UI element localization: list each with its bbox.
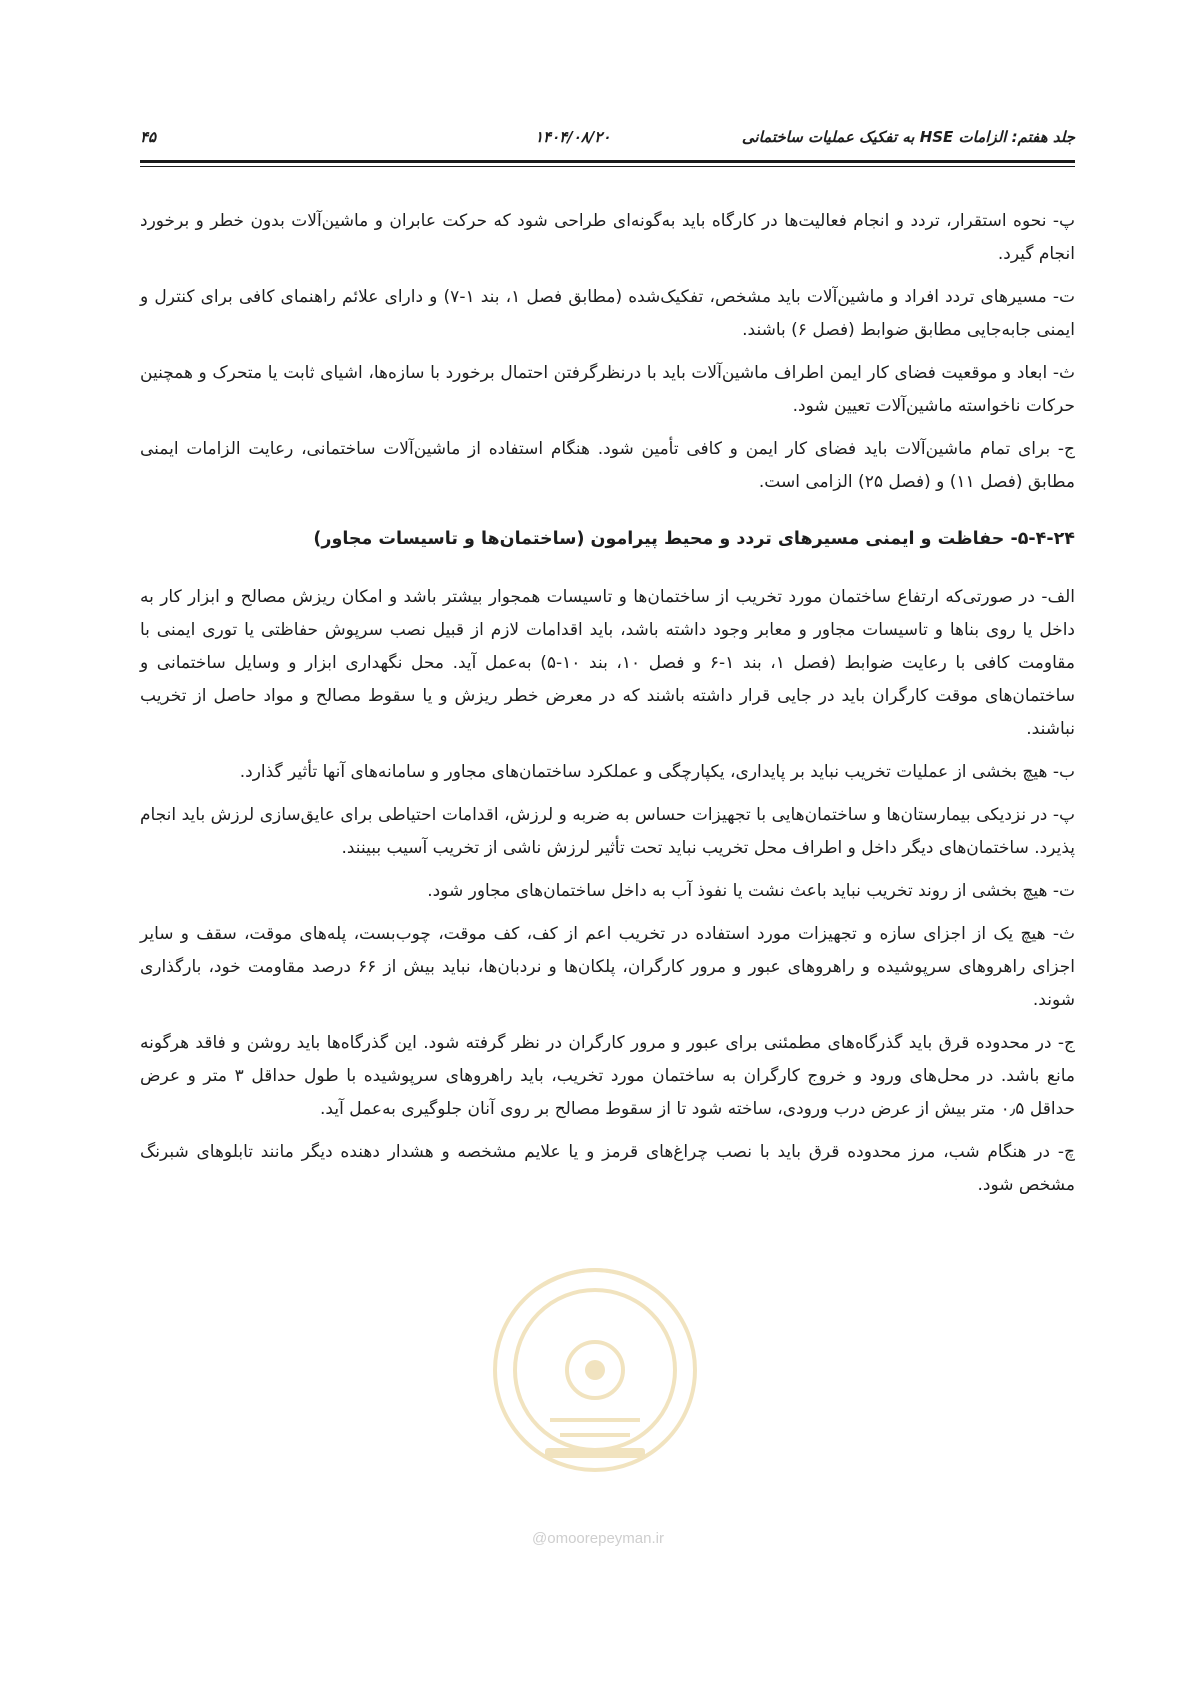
header-rule-thin — [140, 166, 1075, 167]
paragraph-alef: الف- در صورتی‌که ارتفاع ساختمان مورد تخریب از ساختمان‌ها و تاسیسات همجوار بیشتر باشد و امکان ریزش مصالح و ابزار کار به داخل یا روی بناها و تاسیسات مجاور و معابر وجود داشته باشد، باید اقدامات لازم از قبیل نصب سرپوش حفاظتی یا توری ایمنی با مقاومت کافی با رعایت ضوابط (فصل ۱، بند ۱-۶ و فصل ۱۰، بند ۱۰-۵) به‌عمل آید. محل نگهداری ابزار و وسایل ساختمانی و ساختمان‌های موقت کارگران باید در جایی قرار داشته باشند که در معرض خطر ریزش و یا سقوط مصالح و مواد حاصل از تخریب نباشند. — [140, 587, 1075, 739]
page-header — [140, 128, 1075, 154]
paragraph-be: ب- هیچ بخشی از عملیات تخریب نباید بر پایداری، یکپارچگی و عملکرد ساختمان‌های مجاور و سامانه‌های آنها تأثیر گذارد. — [239, 762, 1075, 782]
page-body — [140, 205, 1075, 1212]
paragraph-jim-2: ج- در محدوده قرق باید گذرگاه‌های مطمئنی برای عبور و مرور کارگران در نظر گرفته شود. این گذرگاه‌ها باید روشن و فاقد هرگونه مانع باشد. در محل‌های ورود و خروج کارگران به ساختمان مورد تخریب، باید راهروهای سرپوشیده با طول حداقل ۳ متر و عرض حداقل ۰٫۵ متر بیش از عرض درب ورودی، ساخته شود تا از سقوط مصالح بر روی آنان جلوگیری به‌عمل آید. — [140, 1033, 1075, 1119]
paragraph-pe-2: پ- در نزدیکی بیمارستان‌ها و ساختمان‌هایی با تجهیزات حساس به ضربه و لرزش، اقدامات احتیاطی برای عایق‌سازی لرزش باید انجام پذیرد. ساختمان‌های دیگر داخل و اطراف محل تخریب نباید تحت تأثیر لرزش ناشی از تخریب آسیب ببینند. — [140, 805, 1075, 858]
paragraph-jim: ج- برای تمام ماشین‌آلات باید فضای کار ایمن و کافی تأمین شود. هنگام استفاده از ماشین‌آلات ساختمانی، رعایت الزامات ایمنی مطابق (فصل ۱۱) و (فصل ۲۵) الزامی است. — [140, 439, 1075, 492]
paragraph-te: ت- مسیرهای تردد افراد و ماشین‌آلات باید مشخص، تفکیک‌شده (مطابق فصل ۱، بند ۱-۷) و دارای علائم راهنمای کافی برای کنترل و ایمنی جابه‌جایی مطابق ضوابط (فصل ۶) باشند. — [140, 287, 1075, 340]
header-rule-thick — [140, 160, 1075, 163]
watermark-text: @omoorepeyman.ir — [532, 1530, 664, 1547]
paragraph-pe: پ- نحوه استقرار، تردد و انجام فعالیت‌ها در کارگاه باید به‌گونه‌ای طراحی شود که حرکت عابران و ماشین‌آلات بدون خطر و برخورد انجام گیرد. — [140, 211, 1075, 264]
paragraph-se-2: ث- هیچ یک از اجزای سازه و تجهیزات مورد استفاده در تخریب اعم از کف، کف موقت، چوب‌بست، پله‌های موقت، سقف و سایر اجزای راهروهای سرپوشیده و راهروهای عبور و مرور کارگران، پلکان‌ها و نردبان‌ها، نباید بیش از ۶۶ درصد مقاومت خود، بارگذاری شوند. — [140, 924, 1076, 1010]
paragraph-se: ث- ابعاد و موقعیت فضای کار ایمن اطراف ماشین‌آلات باید با درنظرگرفتن احتمال برخورد با سازه‌ها، اشیای ثابت یا متحرک و همچنین حرکات ناخواسته ماشین‌آلات تعیین شود. — [140, 363, 1075, 416]
page-number: ۴۵ — [140, 128, 157, 146]
running-title: جلد هفتم: الزامات HSE به تفکیک عملیات ساختمانی — [741, 128, 1075, 146]
paragraph-te-2: ت- هیچ بخشی از روند تخریب نباید باعث نشت یا نفوذ آب به داخل ساختمان‌های مجاور شود. — [427, 881, 1075, 901]
header-date: ۱۴۰۴/۰۸/۲۰ — [535, 128, 611, 146]
paragraph-che: چ- در هنگام شب، مرز محدوده قرق باید با نصب چراغ‌های قرمز و یا علایم مشخصه و هشدار دهنده دیگر مانند تابلوهای شبرنگ مشخص شود. — [140, 1142, 1075, 1195]
section-heading: ۵-۴-۲۴- حفاظت و ایمنی مسیرهای تردد و محیط پیرامون (ساختمان‌ها و تاسیسات مجاور) — [313, 529, 1075, 549]
watermark-logo — [475, 1220, 715, 1520]
